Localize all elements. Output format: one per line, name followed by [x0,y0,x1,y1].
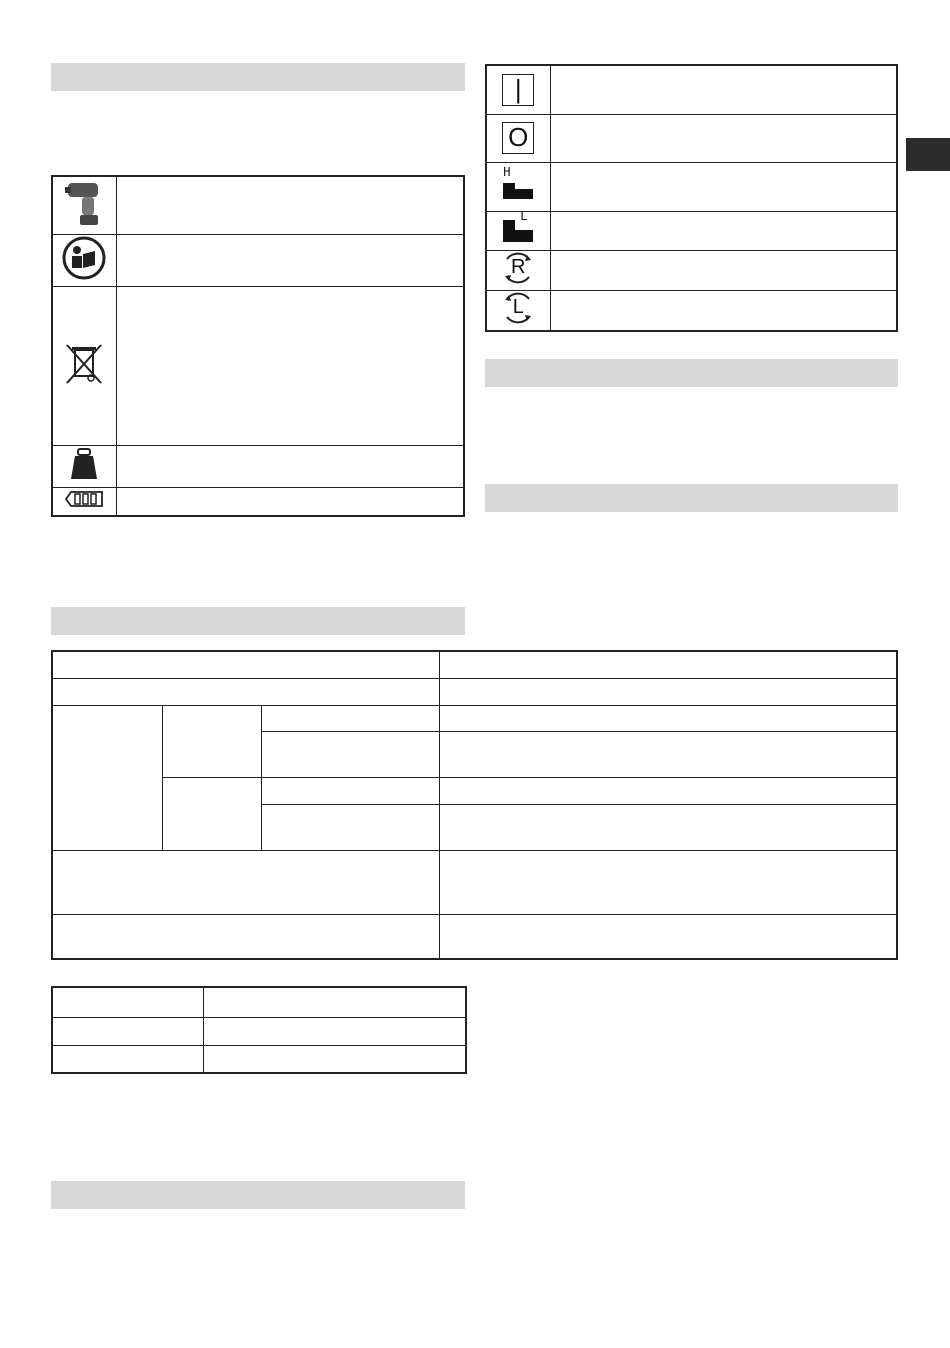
table-row [52,1017,466,1045]
symbol-description [116,488,464,516]
symbol-row [52,488,464,516]
symbol-description [116,176,464,235]
table-cell [439,850,897,914]
table-cell [261,731,439,777]
table-cell [203,1017,466,1045]
rotation-right-icon: R [501,251,535,285]
section-header-bar [51,607,465,635]
table-cell [52,914,439,959]
table-cell [52,705,162,850]
section-header-bar [485,359,898,387]
symbol-row [52,287,464,446]
section-header-bar [485,484,898,512]
symbol-row [52,176,464,235]
symbol-row [486,290,897,331]
symbol-row [486,114,897,162]
table-cell [439,731,897,777]
symbol-description [116,235,464,287]
symbol-description [116,446,464,488]
table-row [52,705,897,731]
symbol-row [486,250,897,290]
symbols-table-left [51,175,465,517]
specifications-table [51,650,898,960]
table-cell [439,777,897,804]
table-cell [162,705,261,777]
symbol-description [550,211,897,250]
table-cell [439,804,897,850]
language-side-tab [906,138,950,171]
battery-indicator-icon [64,496,104,513]
crossed-bin-icon [64,373,104,390]
table-row [52,1045,466,1073]
table-cell [52,987,203,1017]
drill-icon [64,216,104,233]
section-header-bar [51,1181,465,1209]
table-cell [261,804,439,850]
symbol-row [486,211,897,250]
symbol-description [550,290,897,331]
symbol-row [52,446,464,488]
switch-on-icon: | [502,74,534,106]
table-row [52,914,897,959]
symbol-description [116,287,464,446]
table-cell [261,705,439,731]
read-manual-icon [62,267,106,284]
table-cell [203,1045,466,1073]
symbols-table-right [485,64,898,332]
table-cell [52,1017,203,1045]
table-cell [439,651,897,678]
symbol-description [550,250,897,290]
table-cell [52,1045,203,1073]
high-speed-icon: H [501,167,535,201]
symbol-row [486,65,897,114]
symbol-description [550,162,897,211]
table-cell [162,777,261,850]
table-row [52,651,897,678]
table-cell [261,777,439,804]
low-speed-icon: L [501,212,535,244]
table-cell [52,678,439,705]
table-cell [439,705,897,731]
table-cell [203,987,466,1017]
table-cell [52,651,439,678]
section-header-bar [51,63,465,91]
table-cell [439,678,897,705]
table-cell [439,914,897,959]
table-row [52,850,897,914]
symbol-row [486,162,897,211]
table-row [52,777,897,804]
weight-icon [69,468,99,485]
rotation-left-icon: L [501,291,535,325]
symbol-description [550,114,897,162]
secondary-table [51,986,467,1074]
table-row [52,678,897,705]
table-row [52,987,466,1017]
table-cell [52,850,439,914]
switch-off-icon: O [502,122,534,154]
symbol-row [52,235,464,287]
symbol-description [550,65,897,114]
